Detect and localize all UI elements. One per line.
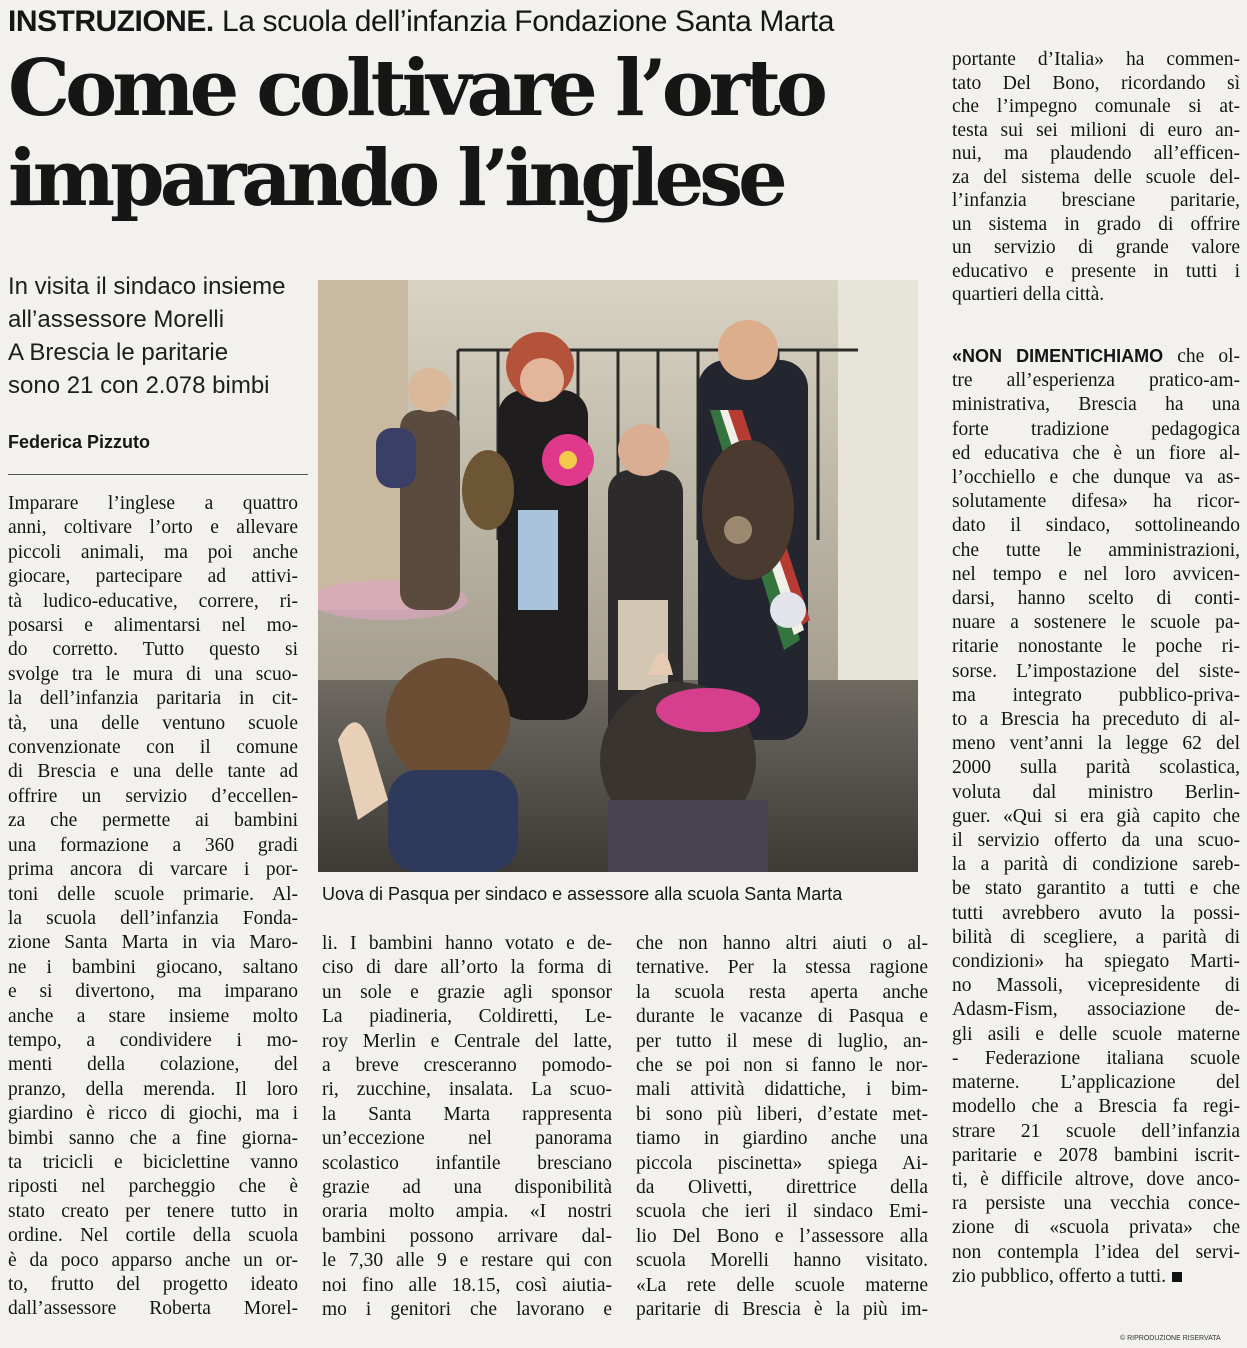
subhead-line: A Brescia le paritarie [8,339,229,366]
lead-in: «NON DIMENTICHIAMO [952,346,1164,366]
text-line: lio Del Bono e l’assessore alla [636,1225,928,1247]
text-line: La piadineria, Coldiretti, Le- [322,1006,612,1028]
text-line: sorse. L’impostazione del siste- [952,660,1240,682]
body-column-3 [636,932,928,1323]
text-line: mo i genitori che lavorano e [322,1299,612,1321]
text-line: zione di «scuola privata» che [952,1217,1240,1239]
text-line: tà ludico-educative, correre, ri- [8,590,298,612]
text-line: nui, ma plaudendo all’efficen- [952,143,1240,164]
body-column-2 [322,932,612,1323]
text-line: un sole e grazie agli sponsor [322,981,612,1003]
kicker-school: La scuola dell’infanzia Fondazione Santa Marta [222,5,835,38]
text-line: bimbi sanno che a fine giorna- [8,1127,298,1149]
text-line: ta tricicli e biciclettine vanno [8,1151,298,1173]
subhead-line: In visita il sindaco insieme [8,273,286,300]
text-line: voluta dal ministro Berlin- [952,781,1240,803]
headline-line: Come coltivare l’orto [8,43,823,134]
text-line: anni, coltivare l’orto e allevare [8,517,298,539]
text-line: portante d’Italia» ha commen- [952,49,1240,70]
lead-in-rest: che ol- [1163,346,1240,367]
text-line: scolastico infantile bresciano [322,1152,612,1174]
text-line: zione Santa Marta in via Maro- [8,932,298,954]
text-line: ritarie nonostante le poche ri- [952,636,1240,658]
text-line: ed educativa che è un fiore al- [952,442,1240,464]
text-line: to a Brescia ha preceduto di al- [952,709,1240,731]
section-kicker [8,4,938,40]
text-line: a breve cresceranno pomodo- [322,1055,612,1077]
text-line: stato creato per tenere tutto in [8,1200,298,1222]
text-line: dall’assessore Roberta Morel- [8,1298,298,1320]
text-line: mali attività didattiche, i bim- [636,1079,928,1101]
text-line: scuola che ieri il sindaco Emi- [636,1201,928,1223]
text-line: li. I bambini hanno votato e de- [322,933,612,954]
text-line: be stato garantito a tutti e che [952,878,1240,900]
text-line [952,344,1240,369]
text-line: giocare, partecipare ad attivi- [8,566,298,588]
text-line: le 7,30 alle 9 e restare qui con [322,1250,612,1272]
text-line: che tutte le amministrazioni, [952,539,1240,561]
text-line: anche a stare insieme molto [8,1005,298,1027]
kicker-section: INSTRUZIONE. [8,5,214,38]
text-line: Adasm-Fism, associazione de- [952,999,1240,1021]
text-line: che non hanno altri aiuti o al- [636,933,928,954]
text-line: di Brescia e una delle tante ad [8,761,298,783]
headline-line: imparando l’inglese [8,133,783,224]
text-line: pranzo, della merenda. Il loro [8,1078,298,1100]
text-line: educativo e presente in tutti i [952,260,1240,282]
text-line: giardino è ricco di giochi, ma i [8,1103,298,1125]
final-line: zio pubblico, offerto a tutti. [952,1265,1167,1287]
text-line: un’eccezione nel panorama [322,1128,612,1150]
text-line: la dell’infanzia paritaria in cit- [8,688,298,710]
text-line: nuare a sostenere le scuole pa- [952,612,1240,634]
text-line: roy Merlin e Centrale del latte, [322,1030,612,1052]
text-line: 2000 sulla parità scolastica, [952,757,1240,779]
text-line: ternative. Per la stessa ragione [636,957,928,979]
text-line: tre all’esperienza pratico-am- [952,370,1240,392]
text-line: ministrativa, Brescia ha una [952,394,1240,416]
text-line: prima ancora di varcare i por- [8,859,298,881]
text-line: nel tempo e nel loro avvicen- [952,563,1240,585]
text-line: la scuola dell’infanzia Fonda- [8,907,298,929]
text-line: toni delle scuole primarie. Al- [8,883,298,905]
text-line: svolge tra le mura di una scuo- [8,663,298,685]
text-line: meno vent’anni la legge 62 del [952,733,1240,755]
text-line: tà, una delle ventuno scuole [8,712,298,734]
text-line [952,1265,1240,1289]
text-line: tempo, a condividere i mo- [8,1029,298,1051]
text-line: gli asili e delle scuole materne [952,1023,1240,1045]
text-line: tato Del Bono, ricordando sì [952,72,1240,94]
text-line: oraria molto ampia. «I nostri [322,1201,612,1223]
byline-divider [8,474,308,475]
text-line: guer. «Qui si era già capito che [952,805,1240,827]
body-column-4-bottom [952,344,1240,1289]
photo-caption: Uova di Pasqua per sindaco e assessore alla scuola Santa Marta [322,884,843,904]
text-line: per tutto il mese di luglio, an- [636,1030,928,1052]
text-line: za che permette ai bambini [8,810,298,832]
headline [8,44,938,224]
body-column-1 [8,492,298,1322]
text-line: ma integrato pubblico-priva- [952,684,1240,706]
subhead-line: sono 21 con 2.078 bimbi [8,372,270,399]
text-line: da Olivetti, direttrice della [636,1177,928,1199]
text-line: do corretto. Tutto questo si [8,639,298,661]
article-photo [318,280,918,872]
subheadline [8,270,308,402]
text-line: ra persiste una vecchia conce- [952,1193,1240,1215]
text-line: ciso di dare all’orto la forma di [322,957,612,979]
text-line: no Massoli, vicepresidente di [952,975,1240,997]
byline: Federica Pizzuto [8,432,151,452]
text-line: testa sui sei milioni di euro an- [952,119,1240,141]
text-line: bi sono più liberi, d’estate met- [636,1103,928,1125]
text-line: darsi, hanno scelto di conti- [952,588,1240,610]
body-column-4-top [952,48,1240,307]
text-line: paritarie e 2078 bambini iscrit- [952,1144,1240,1166]
text-line: bilità di scegliere, a parità di [952,926,1240,948]
text-line: ti, è difficile altrove, dove anco- [952,1168,1240,1190]
text-line: bambini possono arrivare dal- [322,1225,612,1247]
text-line: la scuola resta aperta anche [636,981,928,1003]
text-line: offrire un servizio d’eccellen- [8,785,298,807]
text-line: dato il sindaco, sottolineando [952,515,1240,537]
text-line: il servizio offerto da una scuo- [952,830,1240,852]
text-line: scuola Morelli hanno visitato. [636,1250,928,1272]
text-line: riposti nel parcheggio che è [8,1176,298,1198]
text-line: «La rete delle scuole materne [636,1274,928,1296]
text-line: tiamo in giardino anche una [636,1128,928,1150]
text-line: grazie ad una disponibilità [322,1177,612,1199]
text-line: un sistema in grado di offrire [952,213,1240,235]
text-line: piccola piscinetta» spiega Ai- [636,1152,928,1174]
text-line: piccoli animali, ma poi anche [8,541,298,563]
text-line: un servizio di grande valore [952,237,1240,258]
text-line: za del sistema delle scuole del- [952,166,1240,188]
text-line: materne. L’applicazione del [952,1072,1240,1094]
text-line: non contempla l’idea del servi- [952,1241,1240,1263]
text-line: la a parità di condizione sareb- [952,854,1240,876]
text-line: è da poco apparso anche un or- [8,1249,298,1271]
text-line: menti della colazione, del [8,1054,298,1076]
text-line: noi fino alle 18.15, così aiutia- [322,1274,612,1296]
text-line: che l’impegno comunale si at- [952,96,1240,117]
photo-illustration [318,280,918,872]
text-line: forte tradizione pedagogica [952,418,1240,440]
text-line: ri, zucchine, insalata. La scuo- [322,1079,612,1101]
text-line: paritarie di Brescia è la più im- [636,1299,928,1321]
end-mark-icon [1172,1272,1182,1282]
text-line: la Santa Marta rappresenta [322,1103,612,1125]
text-line: durante le vacanze di Pasqua e [636,1006,928,1028]
text-line: condizioni» ha spiegato Marti- [952,951,1240,973]
text-line: solutamente difesa» ha ricor- [952,491,1240,513]
text-line: strare 21 scuole dell’infanzia [952,1120,1240,1142]
text-line: modello che a Brescia fa regi- [952,1096,1240,1118]
text-line: tutti avrebbero avuto la possi- [952,902,1240,924]
text-line: - Federazione italiana scuole [952,1047,1240,1069]
subhead-line: all’assessore Morelli [8,306,225,333]
text-line: to, frutto del progetto ideato [8,1274,298,1295]
text-line: ordine. Nel cortile della scuola [8,1225,298,1247]
copyright-credit: © RIPRODUZIONE RISERVATA [1120,1335,1221,1342]
text-line: una formazione a 360 gradi [8,834,298,856]
text-line: quartieri della città. [952,284,1105,305]
text-line: e si divertono, ma imparano [8,981,298,1003]
text-line: Imparare l’inglese a quattro [8,493,298,514]
text-line: posarsi e alimentarsi nel mo- [8,615,298,637]
text-line: ne i bambini giocano, saltano [8,956,298,978]
text-line: l’infanzia bresciane paritarie, [952,190,1240,211]
text-line: che se poi non si fanno le nor- [636,1055,928,1077]
text-line: convenzionate con il comune [8,737,298,759]
text-line: l’occhiello e che dunque va as- [952,467,1240,489]
